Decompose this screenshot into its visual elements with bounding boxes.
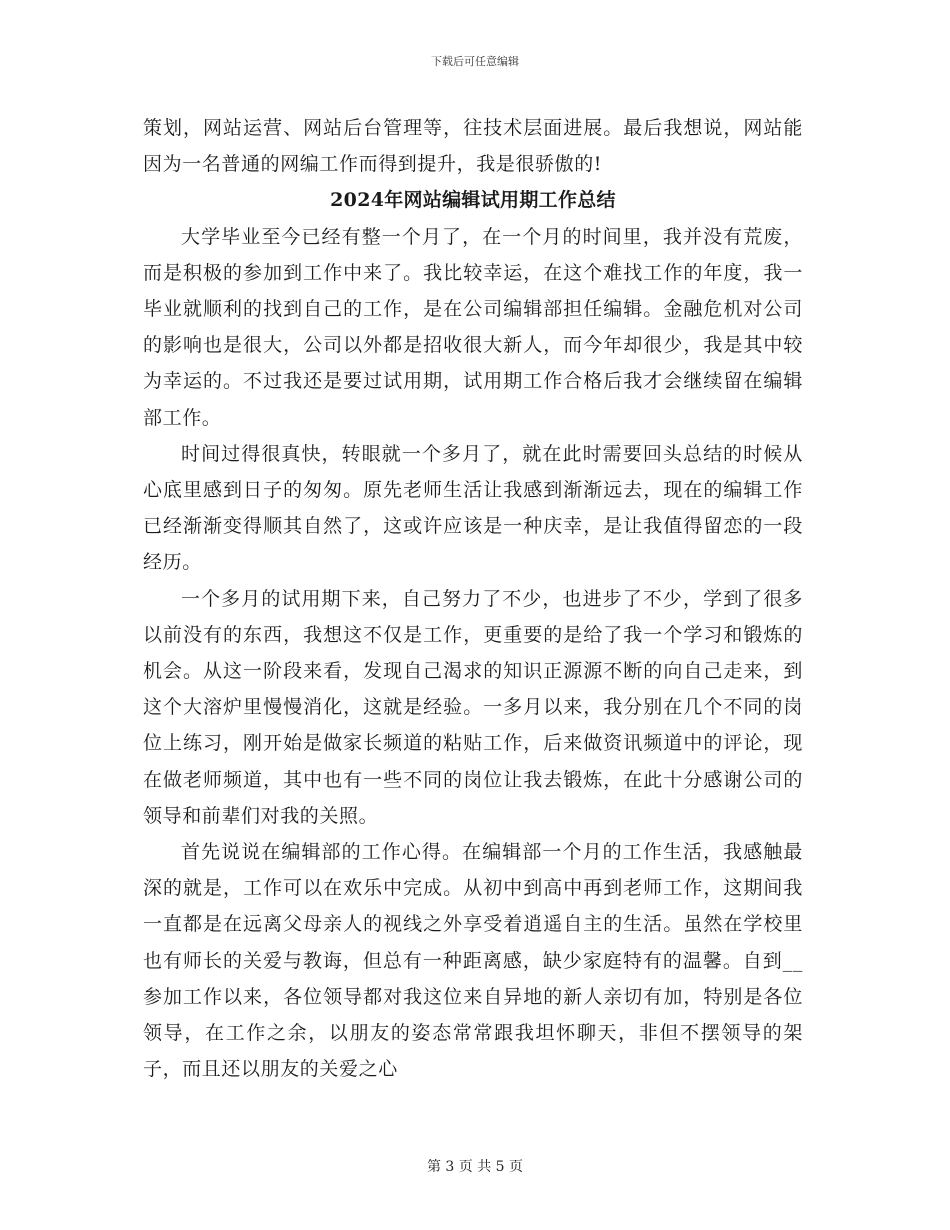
- page-header-note: 下载后可任意编辑: [431, 55, 519, 68]
- body-paragraph-1: 大学毕业至今已经有整一个月了，在一个月的时间里，我并没有荒废，而是积极的参加到工作中来了。我比较幸运，在这个难找工作的年度，我一毕业就顺利的找到自己的工作，是在公司编辑部担任编辑。金融危机对公司的影响也是很大，公司以外都是招收很大新人，而今年却很少，我是其中较为幸运的。不过我还是要过试用期，试用期工作合格后我才会继续留在编辑部工作。: [143, 225, 803, 429]
- document-body: [143, 110, 803, 1087]
- document-title: 2024年网站编辑试用期工作总结: [330, 189, 616, 212]
- intro-paragraph: 策划，网站运营、网站后台管理等，往技术层面进展。最后我想说，网站能因为一名普通的网编工作而得到提升，我是很骄傲的!: [143, 117, 803, 176]
- body-paragraph-4: 首先说说在编辑部的工作心得。在编辑部一个月的工作生活，我感触最深的就是，工作可以在欢乐中完成。从初中到高中再到老师工作，这期间我一直都是在远离父母亲人的视线之外享受着逍遥自主的生活。虽然在学校里也有师长的关爱与教诲，但总有一种距离感，缺少家庭特有的温馨。自到__参加工作以来，各位领导都对我这位来自异地的新人亲切有加，特别是各位领导，在工作之余，以朋友的姿态常常跟我坦怀聊天，非但不摆领导的架子，而且还以朋友的关爱之心: [143, 841, 803, 1081]
- body-paragraph-3: 一个多月的试用期下来，自己努力了不少，也进步了不少，学到了很多以前没有的东西，我想这不仅是工作，更重要的是给了我一个学习和锻炼的机会。从这一阶段来看，发现自己渴求的知识正源源不断的向自己走来，到这个大溶炉里慢慢消化，这就是经验。一多月以来，我分别在几个不同的岗位上练习，刚开始是做家长频道的粘贴工作，后来做资讯频道中的评论，现在做老师频道，其中也有一些不同的岗位让我去锻炼，在此十分感谢公司的领导和前辈们对我的关照。: [143, 587, 803, 827]
- page-number-footer: 第 3 页 共 5 页: [426, 1159, 524, 1175]
- body-paragraph-2: 时间过得很真快，转眼就一个多月了，就在此时需要回头总结的时候从心底里感到日子的匆匆。原先老师生活让我感到渐渐远去，现在的编辑工作已经渐渐变得顺其自然了，这或许应该是一种庆幸，是让我值得留恋的一段经历。: [143, 442, 803, 574]
